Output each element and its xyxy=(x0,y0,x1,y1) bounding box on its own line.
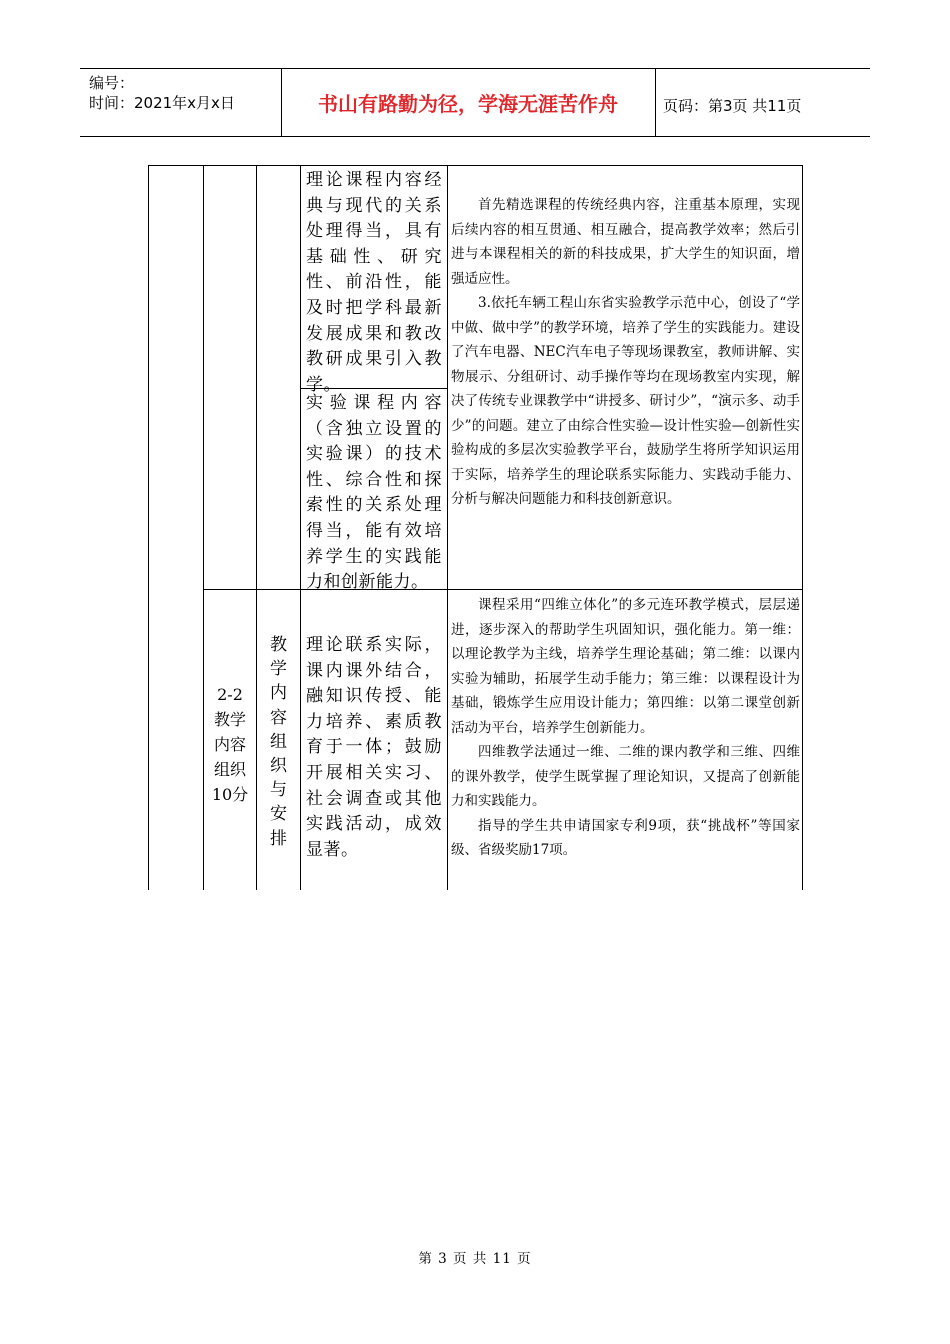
content-four-dimension-teaching: 课程采用“四维立体化”的多元连环教学模式，层层递进，逐步深入的帮助学生巩固知识，强化能力。第一维：以理论教学为主线，培养学生理论基础；第二维：以课内实验为辅助，拓展学生动手能力；第三维：以课程设计为基础，锻炼学生应用设计能力；第四维：以第二课堂创新活动为平台，培养学生创新能力。 四维教学法通过一维、二维的课内教学和三维、四维的课外教学，使学生既掌握了理论知识，又提高了创新能力和实践能力。 指导的学生共申请国家专利9项，获“挑战杯”等国家级、省级奖励17项。 xyxy=(451,597,800,858)
sub-item-teaching-organization: 教 学 内 容 组 织 与 安 排 xyxy=(270,635,287,849)
content-course-selection: 首先精选课程的传统经典内容，注重基本原理，实现后续内容的相互贯通、相互融合，提高教学效率；然后引进与本课程相关的新的科技成果，扩大学生的知识面，增强适应性。 3.依托车辆工程山东省实验教学示范中心，创设了“学中做、做中学”的教学环境，培养了学生的实践能力。建设了汽车电器、NEC汽车电子等现场课教室，教师讲解、实物展示、分组研讨、动手操作等均在现场教室内实现，解决了传统专业课教学中“讲授多、研讨少”，“演示多、动手少”的问题。建立了由综合性实验—设计性实验—创新性实验构成的多层次实验教学平台，鼓励学生将所学知识运用于实际，培养学生的理论联系实际能力、实践动手能力、分析与解决问题能力和科技创新意识。 xyxy=(451,197,800,507)
criterion-theory-course: 理论课程内容经 典与现代的关系 处理得当，具有 基础性、研究 性、前沿性，能 及时把学科最新 发展成果和教改 教研成果引入教 学。 xyxy=(306,170,442,395)
col-line-1 xyxy=(148,165,149,890)
col-line-6 xyxy=(802,165,803,890)
row-divider xyxy=(203,589,802,590)
table-top-border xyxy=(148,165,802,166)
item-2-2-label: 2-2 教学 内容 组织 10分 xyxy=(211,685,249,804)
col-line-4 xyxy=(300,165,301,890)
page-indicator: 页码：第3页 共11页 xyxy=(663,97,802,115)
date-label: 时间：2021年x月x日 xyxy=(89,94,235,112)
header-motto: 书山有路勤为径，学海无涯苦作舟 xyxy=(318,92,618,116)
page-footer: 第 3 页 共 11 页 xyxy=(418,1251,532,1267)
col-line-5 xyxy=(447,165,448,890)
criterion-theory-practice: 理论联系实际， 课内课外结合， 融知识传授、能 力培养、素质教 育于一体；鼓励 开展相关实习、 社会调查或其他 实践活动，成效 显著。 xyxy=(306,635,442,860)
serial-number-label: 编号： xyxy=(89,74,135,92)
criterion-experiment-course: 实验课程内容 （含独立设置的 实验课）的技术 性、综合性和探 索性的关系处理 得当，能有效培 养学生的实践能 力和创新能力。 xyxy=(306,393,442,593)
